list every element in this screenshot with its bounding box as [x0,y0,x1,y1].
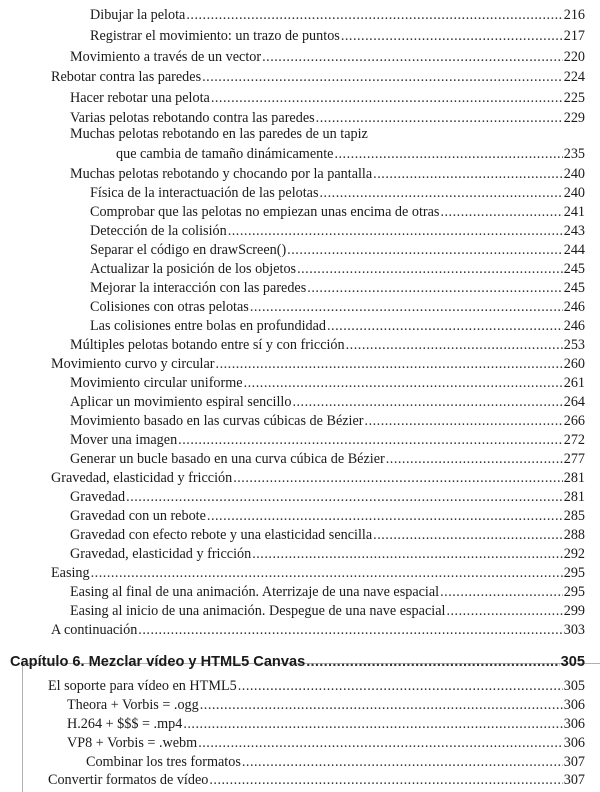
leader-dots [211,89,563,108]
toc-entry-text: Mover una imagen [70,432,178,448]
toc-entry-page: 307 [563,772,585,788]
leader-dots [346,336,563,355]
toc-entry-text: Dibujar la pelota [90,7,186,23]
toc-entry-page: 281 [563,470,585,486]
toc-entry-page: 264 [563,394,585,410]
leader-dots [334,145,562,164]
leader-dots [252,545,563,564]
toc-entry-page: 299 [563,603,585,619]
chapter-title: Capítulo 6. Mezclar vídeo y HTML5 Canvas [10,654,306,670]
leader-dots [307,279,562,298]
toc-entry-text: Gravedad, elasticidad y fricción [70,546,252,562]
leader-dots [91,564,563,583]
leader-dots [183,715,562,734]
toc-entry-page: 307 [563,754,585,770]
leader-dots [327,317,563,336]
leader-dots [262,48,563,67]
toc-entry-text: Hacer rebotar una pelota [70,90,210,106]
toc-entry-text: VP8 + Vorbis = .webm [67,735,198,751]
leader-dots [238,677,563,696]
toc-entry-text: Easing al final de una animación. Aterrizaje de una nave espacial [70,584,440,600]
toc-entry[interactable] [0,279,600,298]
toc-entry-text: Combinar los tres formatos [86,754,241,770]
toc-entry[interactable] [0,526,600,545]
toc-chapter-heading[interactable] [0,653,600,672]
toc-entry-page: 244 [563,242,585,258]
toc-entry-text: Separar el código en drawScreen() [90,242,287,258]
toc-entry[interactable] [0,734,600,753]
toc-entry-page: 260 [563,356,585,372]
leader-dots [200,696,563,715]
toc-entry[interactable] [0,431,600,450]
toc-entry[interactable] [0,203,600,222]
toc-entry-text: Movimiento curvo y circular [51,356,215,372]
toc-entry[interactable] [0,336,600,355]
toc-entry-text: Convertir formatos de vídeo [48,772,209,788]
toc-entry-text: Muchas pelotas rebotando y chocando por la pantalla [70,166,373,182]
leader-dots [440,203,562,222]
leader-dots [216,355,563,374]
toc-entry-text: Rebotar contra las paredes [51,69,202,85]
toc-entry[interactable] [0,260,600,279]
toc-entry-page: 240 [563,185,585,201]
toc-entry-text: Aplicar un movimiento espiral sencillo [70,394,292,410]
leader-dots [365,412,563,431]
leader-dots [233,469,563,488]
leader-dots [198,734,563,753]
toc-entry-page: 224 [563,69,585,85]
leader-dots [292,393,562,412]
toc-entry[interactable] [0,450,600,469]
toc-entry-text: Gravedad [70,489,126,505]
leader-dots [178,431,563,450]
toc-entry-page: 266 [563,413,585,429]
toc-entry-text: Registrar el movimiento: un trazo de puntos [90,28,340,44]
leader-dots [373,526,563,545]
toc-entry[interactable] [0,507,600,526]
toc-entry-text: Mejorar la interacción con las paredes [90,280,307,296]
toc-entry[interactable] [0,715,600,734]
toc-entry[interactable] [0,412,600,431]
toc-entry-text: Colisiones con otras pelotas [90,299,249,315]
toc-entry-page: 306 [563,735,585,751]
toc-entry-text: Theora + Vorbis = .ogg [67,697,199,713]
toc-entry-text: Generar un bucle basado en una curva cúbica de Bézier [70,451,385,467]
leader-dots [207,507,563,526]
toc-entry-text: Varias pelotas rebotando contra las paredes [70,110,315,126]
toc-entry[interactable] [0,165,600,184]
toc-entry[interactable] [0,545,600,564]
toc-entry-page: 235 [563,146,585,162]
toc-entry-page: 217 [563,28,585,44]
toc-entry-page: 306 [563,697,585,713]
toc-entry[interactable] [0,222,600,241]
leader-dots [138,621,562,640]
leader-dots [242,753,563,772]
leader-dots [341,27,563,46]
toc-entry-page: 246 [563,299,585,315]
toc-entry-page: 240 [563,166,585,182]
toc-entry-page: 272 [563,432,585,448]
toc-entry-text: Física de la interactuación de las pelotas [90,185,319,201]
toc-entry-page: 245 [563,280,585,296]
toc-entry-page: 303 [563,622,585,638]
toc-entry-page: 225 [563,90,585,106]
toc-entry-text: Movimiento a través de un vector [70,49,262,65]
leader-dots [126,488,563,507]
toc-entry[interactable] [0,298,600,317]
chapter-page: 305 [560,654,585,670]
toc-entry[interactable] [0,393,600,412]
toc-entry-text: que cambia de tamaño dinámicamente [116,146,334,162]
toc-entry[interactable] [0,583,600,602]
toc-entry-page: 281 [563,489,585,505]
toc-entry[interactable] [0,48,600,67]
toc-entry-page: 295 [563,584,585,600]
toc-entry[interactable] [0,27,600,46]
toc-entry[interactable] [0,89,600,108]
toc-entry[interactable] [0,602,600,621]
toc-entry[interactable] [0,355,600,374]
leader-dots [209,771,562,790]
toc-entry-text: Las colisiones entre bolas en profundidad [90,318,326,334]
toc-entry-page: 229 [563,110,585,126]
toc-entry-text: A continuación [51,622,138,638]
toc-entry-text: H.264 + $$$ = .mp4 [67,716,183,732]
toc-entry[interactable] [0,621,600,640]
leader-dots [306,653,559,672]
toc-entry-page: 243 [563,223,585,239]
toc-entry-text: Actualizar la posición de los objetos [90,261,297,277]
toc-entry[interactable] [0,488,600,507]
toc-entry-text: Movimiento circular uniforme [70,375,243,391]
toc-entry-page: 295 [563,565,585,581]
toc-entry-text: Gravedad con un rebote [70,508,206,524]
toc-entry-page: 292 [563,546,585,562]
toc-entry[interactable] [0,374,600,393]
toc-entry-text-line1: Muchas pelotas rebotando en las paredes de un tapiz [70,126,368,142]
toc-entry[interactable] [0,677,600,696]
leader-dots [186,6,562,25]
toc-entry-text: Easing [51,565,90,581]
toc-entry[interactable] [0,184,600,203]
toc-entry-text: Movimiento basado en las curvas cúbicas de Bézier [70,413,364,429]
toc-entry-text: Gravedad con efecto rebote y una elasticidad sencilla [70,527,373,543]
toc-entry[interactable] [0,753,600,772]
toc-entry-text: Detección de la colisión [90,223,227,239]
leader-dots [202,68,563,87]
leader-dots [440,583,563,602]
toc-entry[interactable] [0,564,600,583]
leader-dots [297,260,563,279]
toc-entry[interactable] [0,68,600,87]
toc-entry-page: 241 [563,204,585,220]
toc-entry-text: Comprobar que las pelotas no empiezan unas encima de otras [90,204,440,220]
toc-entry-text: Gravedad, elasticidad y fricción [51,470,233,486]
toc-entry-page: 216 [563,7,585,23]
toc-entry-wrapped[interactable] [0,125,600,165]
toc-entry-page: 305 [563,678,585,694]
toc-entry[interactable] [0,696,600,715]
toc-entry-page: 253 [563,337,585,353]
leader-dots [320,184,563,203]
leader-dots [228,222,563,241]
leader-dots [446,602,562,621]
toc-entry[interactable] [0,6,600,25]
toc-entry-page: 245 [563,261,585,277]
leader-dots [287,241,563,260]
toc-entry-page: 288 [563,527,585,543]
toc-entry-text: Easing al inicio de una animación. Despegue de una nave espacial [70,603,446,619]
toc-entry[interactable] [0,469,600,488]
toc-entry-page: 220 [563,49,585,65]
toc-entry-page: 261 [563,375,585,391]
leader-dots [250,298,563,317]
leader-dots [386,450,563,469]
toc-entry-page: 306 [563,716,585,732]
toc-entry[interactable] [0,771,600,790]
leader-dots [244,374,563,393]
toc-entry[interactable] [0,241,600,260]
toc-entry-page: 246 [563,318,585,334]
toc-entry-text: Múltiples pelotas botando entre sí y con fricción [70,337,345,353]
toc-entry-text: El soporte para vídeo en HTML5 [48,678,237,694]
toc-entry-page: 277 [563,451,585,467]
toc-entry[interactable] [0,317,600,336]
leader-dots [373,165,563,184]
toc-entry-page: 285 [563,508,585,524]
